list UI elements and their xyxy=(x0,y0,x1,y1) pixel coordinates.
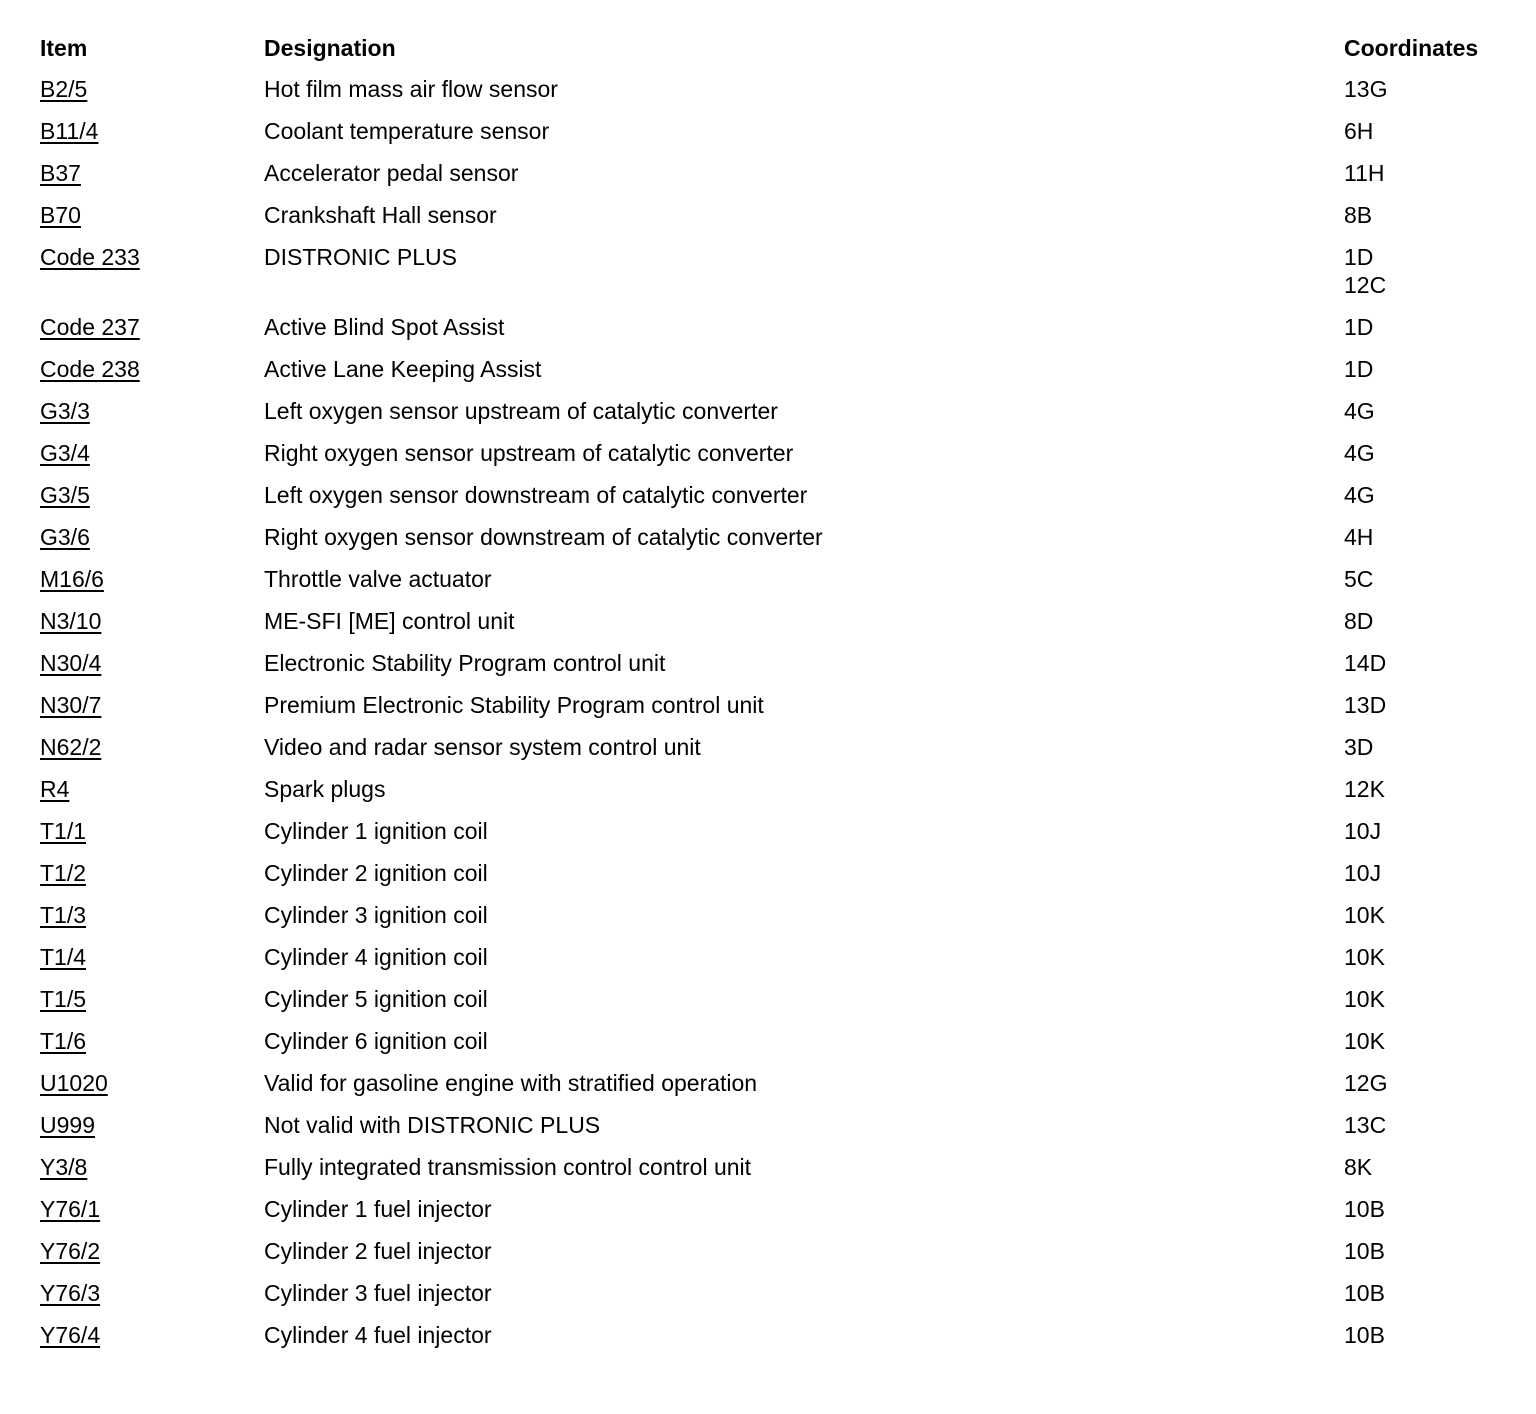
designation-cell: ME-SFI [ME] control unit xyxy=(264,608,515,634)
header-designation: Designation xyxy=(264,34,396,61)
coordinates-cell: 4G xyxy=(1344,440,1375,466)
item-link[interactable]: N30/4 xyxy=(40,650,102,676)
item-cell xyxy=(40,1153,264,1181)
item-link[interactable]: N3/10 xyxy=(40,608,102,634)
table-row xyxy=(40,1314,1520,1356)
designation-cell: Cylinder 3 fuel injector xyxy=(264,1280,492,1306)
table-row xyxy=(40,726,1520,768)
table-row xyxy=(40,1146,1520,1188)
table-row xyxy=(40,110,1520,152)
designation-cell: Cylinder 1 ignition coil xyxy=(264,818,488,844)
coordinates-cell: 10K xyxy=(1344,944,1385,970)
coordinates-cell: 10B xyxy=(1344,1322,1385,1348)
item-cell xyxy=(40,1069,264,1097)
table-row xyxy=(40,152,1520,194)
designation-cell: Throttle valve actuator xyxy=(264,566,492,592)
table-row xyxy=(40,432,1520,474)
item-cell xyxy=(40,607,264,635)
table-row xyxy=(40,1230,1520,1272)
item-link[interactable]: Y76/3 xyxy=(40,1280,101,1306)
item-link[interactable]: M16/6 xyxy=(40,566,104,592)
item-cell xyxy=(40,565,264,593)
item-link[interactable]: G3/4 xyxy=(40,440,90,466)
item-link[interactable]: T1/4 xyxy=(40,944,87,970)
coordinates-cell: 12G xyxy=(1344,1070,1388,1096)
table-row xyxy=(40,236,1520,306)
item-link[interactable]: T1/5 xyxy=(40,986,87,1012)
item-cell xyxy=(40,397,264,425)
item-cell xyxy=(40,75,264,103)
coordinates-cell: 8D xyxy=(1344,608,1374,634)
coordinates-cell: 13D xyxy=(1344,692,1387,718)
item-cell xyxy=(40,243,264,299)
item-link[interactable]: N30/7 xyxy=(40,692,102,718)
designation-cell: Active Lane Keeping Assist xyxy=(264,356,542,382)
item-link[interactable]: G3/3 xyxy=(40,398,90,424)
coordinates-cell: 10B xyxy=(1344,1238,1385,1264)
table-row xyxy=(40,558,1520,600)
item-cell xyxy=(40,1111,264,1139)
table-body xyxy=(40,68,1520,1356)
item-link[interactable]: Y76/2 xyxy=(40,1238,101,1264)
designation-cell: Accelerator pedal sensor xyxy=(264,160,519,186)
coordinates-cell: 13G xyxy=(1344,76,1388,102)
table-row xyxy=(40,1104,1520,1146)
designation-cell: Right oxygen sensor downstream of catalytic converter xyxy=(264,524,823,550)
item-link[interactable]: N62/2 xyxy=(40,734,102,760)
coordinates-cell: 11H xyxy=(1344,160,1385,186)
item-cell xyxy=(40,691,264,719)
coordinates-cell: 10J xyxy=(1344,860,1382,886)
item-link[interactable]: T1/2 xyxy=(40,860,87,886)
item-link[interactable]: Y76/4 xyxy=(40,1322,101,1348)
designation-cell: Cylinder 5 ignition coil xyxy=(264,986,488,1012)
item-link[interactable]: Code 233 xyxy=(40,244,140,270)
item-cell xyxy=(40,1279,264,1307)
table-row xyxy=(40,600,1520,642)
designation-cell: Cylinder 1 fuel injector xyxy=(264,1196,492,1222)
coordinates-cell: 13C xyxy=(1344,1112,1387,1138)
item-cell xyxy=(40,1195,264,1223)
item-cell xyxy=(40,117,264,145)
coordinates-cell: 10B xyxy=(1344,1196,1385,1222)
coordinates-cell: 4H xyxy=(1344,524,1374,550)
item-cell xyxy=(40,817,264,845)
coordinates-cell: 10K xyxy=(1344,986,1385,1012)
item-link[interactable]: U999 xyxy=(40,1112,95,1138)
designation-cell: Crankshaft Hall sensor xyxy=(264,202,497,228)
designation-cell: Hot film mass air flow sensor xyxy=(264,76,558,102)
coordinates-cell: 10K xyxy=(1344,1028,1385,1054)
designation-cell: Active Blind Spot Assist xyxy=(264,314,505,340)
designation-cell: Left oxygen sensor upstream of catalytic converter xyxy=(264,398,778,424)
item-link[interactable]: U1020 xyxy=(40,1070,108,1096)
table-row xyxy=(40,810,1520,852)
item-cell xyxy=(40,775,264,803)
item-link[interactable]: B2/5 xyxy=(40,76,88,102)
item-cell xyxy=(40,943,264,971)
coordinates-cell: 8B xyxy=(1344,202,1373,228)
item-link[interactable]: Y76/1 xyxy=(40,1196,101,1222)
designation-cell: Right oxygen sensor upstream of catalytic converter xyxy=(264,440,794,466)
table-row xyxy=(40,894,1520,936)
item-link[interactable]: B70 xyxy=(40,202,81,228)
designation-cell: Not valid with DISTRONIC PLUS xyxy=(264,1112,601,1138)
item-cell xyxy=(40,355,264,383)
designation-cell: Cylinder 2 fuel injector xyxy=(264,1238,492,1264)
designation-cell: DISTRONIC PLUS xyxy=(264,244,457,270)
item-cell xyxy=(40,439,264,467)
item-cell xyxy=(40,901,264,929)
table-row xyxy=(40,68,1520,110)
designation-cell: Premium Electronic Stability Program control unit xyxy=(264,692,764,718)
coordinates-cell: 8K xyxy=(1344,1154,1373,1180)
coordinates-cell: 4G xyxy=(1344,398,1375,424)
designation-cell: Cylinder 3 ignition coil xyxy=(264,902,488,928)
coordinates-cell: 10B xyxy=(1344,1280,1385,1306)
coordinates-cell: 4G xyxy=(1344,482,1375,508)
item-cell xyxy=(40,159,264,187)
item-cell xyxy=(40,1321,264,1349)
designation-cell: Cylinder 6 ignition coil xyxy=(264,1028,488,1054)
header-coordinates: Coordinates xyxy=(1344,34,1479,61)
item-cell xyxy=(40,313,264,341)
item-cell xyxy=(40,733,264,761)
table-row xyxy=(40,474,1520,516)
item-cell xyxy=(40,523,264,551)
designation-cell: Left oxygen sensor downstream of catalytic converter xyxy=(264,482,808,508)
item-cell xyxy=(40,481,264,509)
item-cell xyxy=(40,201,264,229)
header-item: Item xyxy=(40,34,88,61)
table-row xyxy=(40,1188,1520,1230)
legend-table xyxy=(40,30,1520,1356)
table-row xyxy=(40,390,1520,432)
table-row xyxy=(40,642,1520,684)
table-row xyxy=(40,978,1520,1020)
coordinates-cell: 14D xyxy=(1344,650,1387,676)
table-row xyxy=(40,768,1520,810)
designation-cell: Cylinder 2 ignition coil xyxy=(264,860,488,886)
coordinates-cell: 1D 12C xyxy=(1344,244,1387,298)
designation-cell: Spark plugs xyxy=(264,776,386,802)
table-header xyxy=(40,30,1520,66)
table-row xyxy=(40,852,1520,894)
item-link[interactable]: Code 237 xyxy=(40,314,140,340)
item-link[interactable]: Code 238 xyxy=(40,356,140,382)
item-link[interactable]: R4 xyxy=(40,776,70,802)
designation-cell: Video and radar sensor system control unit xyxy=(264,734,701,760)
coordinates-cell: 3D xyxy=(1344,734,1374,760)
designation-cell: Cylinder 4 ignition coil xyxy=(264,944,488,970)
coordinates-cell: 10K xyxy=(1344,902,1385,928)
item-cell xyxy=(40,649,264,677)
designation-cell: Valid for gasoline engine with stratified operation xyxy=(264,1070,758,1096)
table-row xyxy=(40,1062,1520,1104)
item-cell xyxy=(40,1237,264,1265)
item-link[interactable]: B11/4 xyxy=(40,118,99,144)
table-row xyxy=(40,516,1520,558)
table-row xyxy=(40,306,1520,348)
table-row xyxy=(40,194,1520,236)
coordinates-cell: 1D xyxy=(1344,356,1374,382)
designation-cell: Cylinder 4 fuel injector xyxy=(264,1322,492,1348)
item-link[interactable]: T1/1 xyxy=(40,818,87,844)
table-row xyxy=(40,684,1520,726)
designation-cell: Fully integrated transmission control control unit xyxy=(264,1154,752,1180)
designation-cell: Coolant temperature sensor xyxy=(264,118,550,144)
coordinates-cell: 5C xyxy=(1344,566,1374,592)
item-link[interactable]: T1/6 xyxy=(40,1028,87,1054)
table-row xyxy=(40,1020,1520,1062)
table-row xyxy=(40,348,1520,390)
designation-cell: Electronic Stability Program control unit xyxy=(264,650,666,676)
coordinates-cell: 10J xyxy=(1344,818,1382,844)
item-cell xyxy=(40,1027,264,1055)
item-link[interactable]: T1/3 xyxy=(40,902,87,928)
table-row xyxy=(40,1272,1520,1314)
table-row xyxy=(40,936,1520,978)
coordinates-cell: 6H xyxy=(1344,118,1374,144)
item-link[interactable]: G3/6 xyxy=(40,524,90,550)
item-link[interactable]: B37 xyxy=(40,160,81,186)
coordinates-cell: 12K xyxy=(1344,776,1385,802)
item-link[interactable]: G3/5 xyxy=(40,482,90,508)
item-cell xyxy=(40,859,264,887)
coordinates-cell: 1D xyxy=(1344,314,1374,340)
item-link[interactable]: Y3/8 xyxy=(40,1154,88,1180)
item-cell xyxy=(40,985,264,1013)
